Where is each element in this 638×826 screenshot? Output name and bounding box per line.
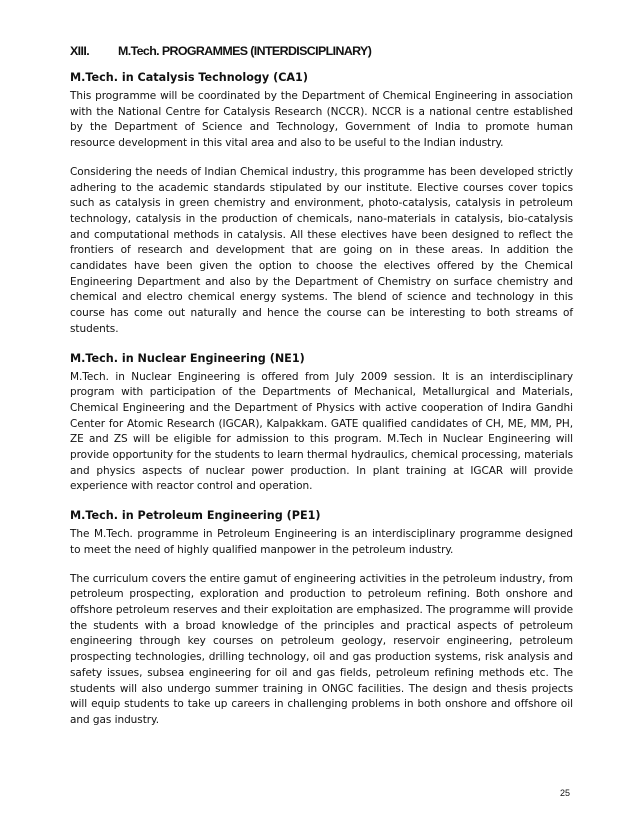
paragraph: The M.Tech. programme in Petroleum Engineering is an interdisciplinary programme designed to meet the need of highly qualified manpower in the petroleum industry. (70, 528, 573, 556)
section-number: XIII. (70, 44, 90, 58)
paragraph: This programme will be coordinated by the Department of Chemical Engineering in association with the National Centre for Catalysis Research (NCCR). NCCR is a national centre established by the Department of Science and Technology, Government of India to promote human resource development in this vital area and also to be useful to the Indian industry. (70, 90, 573, 150)
paragraph: M.Tech. in Nuclear Engineering is offered from July 2009 session. It is an interdisciplinary program with participation of the Departments of Mechanical, Metallurgical and Materials, Chemical Engineering and the Department of Physics with active cooperation of Indira Gandhi Center for Atomic Research (IGCAR), Kalpakkam. GATE qualified candidates of CH, ME, MM, PH, ZE and ZS will be eligible for admission to this program. M.Tech in Nuclear Engineering will provide opportunity for the students to learn thermal hydraulics, chemical processing, materials and physics aspects of nuclear power production. In plant training at IGCAR will provide experience with reactor control and operation. (70, 370, 573, 493)
programme-heading: M.Tech. in Catalysis Technology (CA1) (70, 71, 308, 84)
programme-catalysis (70, 70, 573, 338)
programme-heading: M.Tech. in Nuclear Engineering (NE1) (70, 351, 305, 365)
paragraph: The curriculum covers the entire gamut of engineering activities in the petroleum industry, from petroleum prospecting, exploration and production to petroleum refining. Both onshore and offshore petroleum reserves and their exploitation are emphasized. The programme will provide the students with a broad knowledge of the principles and practical aspects of petroleum engineering through key courses on petroleum geology, reservoir engineering, petroleum prospecting technologies, drilling technology, oil and gas production systems, risk analysis and safety issues, subsea engineering for oil and gas fields, petroleum refining methods etc. The students will also undergo summer training in ONGC facilities. The design and thesis projects will equip students to take up careers in challenging problems in both onshore and offshore oil and gas industry. (70, 572, 573, 726)
page-number: 25 (560, 788, 571, 798)
section-heading (70, 44, 573, 58)
section-title: M.Tech. PROGRAMMES (INTERDISCIPLINARY) (118, 44, 372, 58)
programme-petroleum (70, 508, 573, 728)
programme-heading: M.Tech. in Petroleum Engineering (PE1) (70, 509, 321, 523)
programme-nuclear (70, 351, 573, 496)
document-page (70, 44, 573, 742)
paragraph: Considering the needs of Indian Chemical industry, this programme has been developed strictly adhering to the academic standards stipulated by our institute. Elective courses cover topics such as catalysis in green chemistry and environment, photo-catalysis, catalysis in petroleum technology, catalysis in the production of chemicals, nano-materials in catalysis, bio-catalysis and computational methods in catalysis. All these electives have been designed to reflect the frontiers of research and development that are going on in these areas. In addition the candidates have been given the option to choose the electives offered by the Chemical Engineering Department and also by the Department of Chemistry on surface chemistry and chemical and electro chemical energy systems. The blend of science and technology in this course has come out naturally and hence the course can be interesting to both streams of students. (70, 165, 573, 335)
